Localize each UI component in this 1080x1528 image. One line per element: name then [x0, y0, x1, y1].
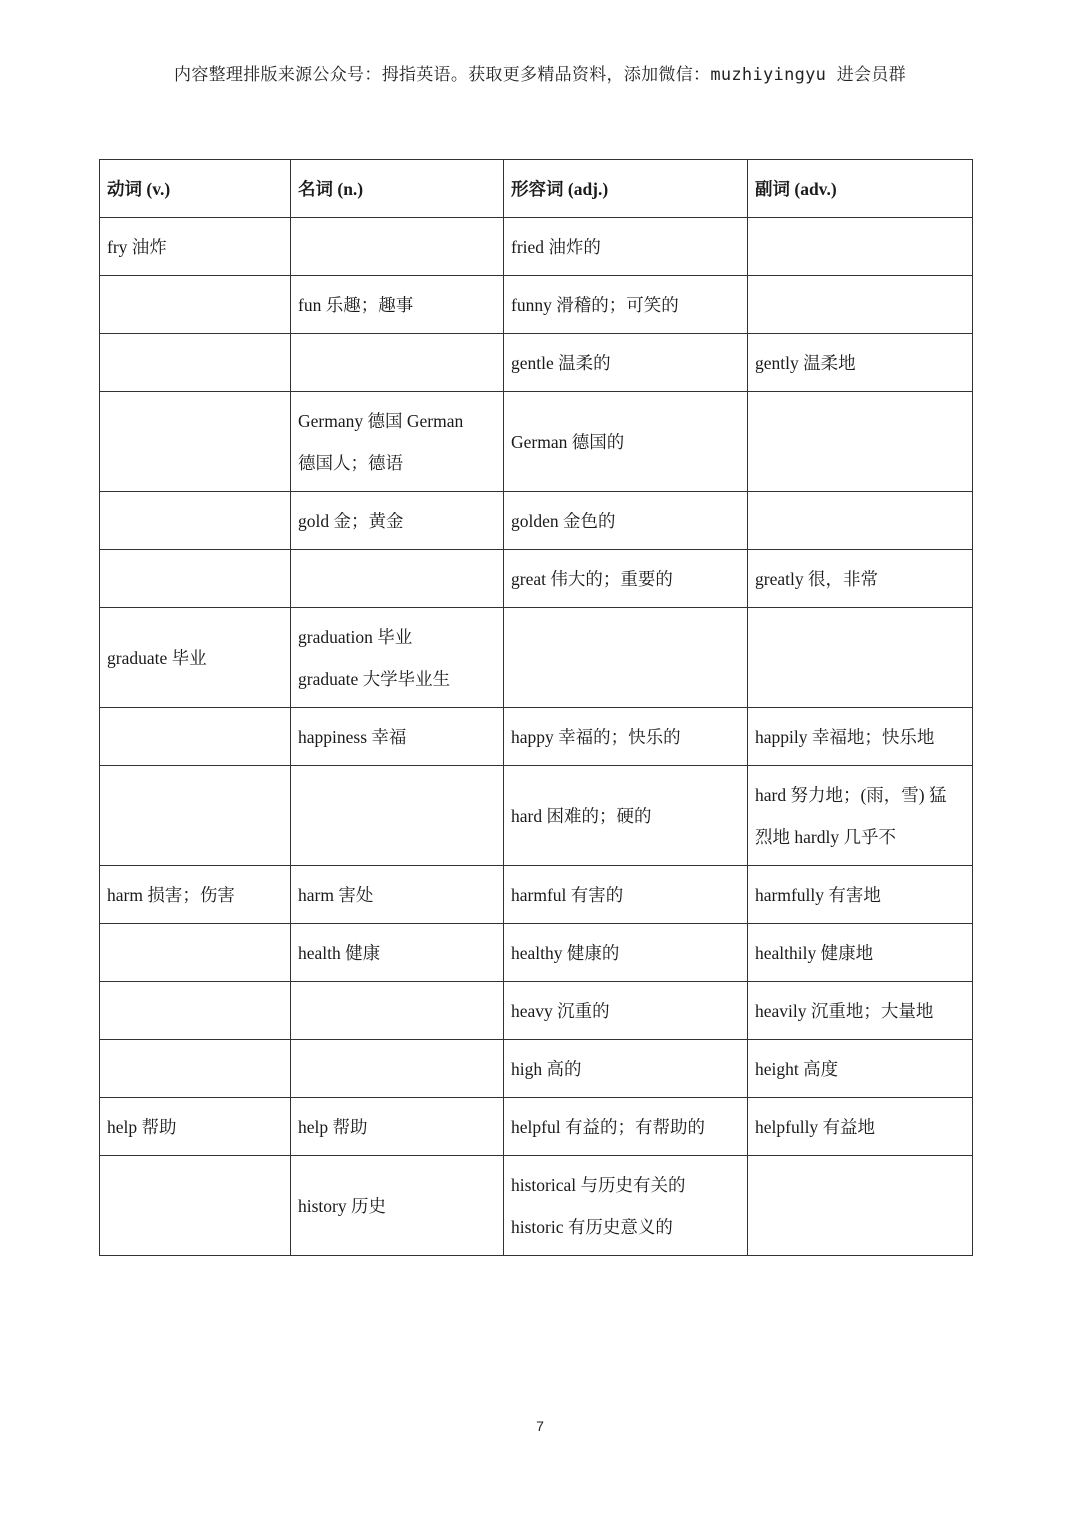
table-row: [100, 334, 973, 392]
table-cell-adverb: [748, 392, 973, 492]
table-cell-adverb: [748, 608, 973, 708]
table-row: [100, 708, 973, 766]
cell-text: graduation 毕业: [298, 626, 413, 647]
table-cell-noun: [291, 218, 504, 276]
table-cell-adjective: [504, 550, 748, 608]
table-cell-verb: [100, 982, 291, 1040]
table-cell-verb: [100, 766, 291, 866]
table-cell-verb: [100, 1098, 291, 1156]
page-header: 内容整理排版来源公众号：拇指英语。获取更多精品资料，添加微信：muzhiyingyu 进会员群: [174, 65, 906, 85]
cell-text: 德国人；德语: [298, 452, 403, 473]
table-row: [100, 924, 973, 982]
table-cell-adverb: [748, 218, 973, 276]
cell-text: height 高度: [755, 1058, 839, 1079]
table-cell-adverb: [748, 1098, 973, 1156]
table-cell-adjective: [504, 1040, 748, 1098]
table-row: [100, 218, 973, 276]
cell-text: funny 滑稽的；可笑的: [511, 294, 679, 315]
table-row: [100, 1040, 973, 1098]
column-header-noun: 名词 (n.): [291, 160, 504, 218]
cell-text: heavy 沉重的: [511, 1000, 610, 1021]
cell-text: helpfully 有益地: [755, 1116, 876, 1137]
table-cell-verb: [100, 866, 291, 924]
cell-text: fried 油炸的: [511, 236, 601, 257]
table-cell-noun: [291, 1098, 504, 1156]
cell-text: happily 幸福地；快乐地: [755, 726, 935, 747]
table-cell-adjective: [504, 1156, 748, 1256]
cell-text: happy 幸福的；快乐的: [511, 726, 681, 747]
table-cell-verb: [100, 276, 291, 334]
vocabulary-table: [99, 159, 973, 1256]
table-cell-adjective: [504, 766, 748, 866]
table-cell-verb: [100, 492, 291, 550]
cell-text: greatly 很，非常: [755, 568, 878, 589]
table-cell-noun: [291, 1156, 504, 1256]
table-cell-adjective: [504, 866, 748, 924]
cell-text: health 健康: [298, 942, 381, 963]
cell-text: great 伟大的；重要的: [511, 568, 673, 589]
cell-text: historical 与历史有关的: [511, 1174, 686, 1195]
cell-text: fry 油炸: [107, 236, 167, 257]
table-header-row: [100, 160, 973, 218]
table-cell-noun: [291, 334, 504, 392]
table-cell-adverb: [748, 492, 973, 550]
table-row: [100, 392, 973, 492]
table-cell-verb: [100, 608, 291, 708]
column-header-adverb: 副词 (adv.): [748, 160, 973, 218]
column-header-verb: 动词 (v.): [100, 160, 291, 218]
cell-text: help 帮助: [107, 1116, 177, 1137]
table-cell-noun: [291, 392, 504, 492]
table-cell-verb: [100, 1156, 291, 1256]
table-cell-noun: [291, 708, 504, 766]
cell-text: harm 害处: [298, 884, 374, 905]
cell-text: 烈地 hardly 几乎不: [755, 826, 896, 847]
column-header-adjective: 形容词 (adj.): [504, 160, 748, 218]
table-row: [100, 550, 973, 608]
table-cell-noun: [291, 492, 504, 550]
table-cell-adjective: [504, 1098, 748, 1156]
cell-text: healthily 健康地: [755, 942, 874, 963]
cell-text: harm 损害；伤害: [107, 884, 235, 905]
table-row: [100, 1156, 973, 1256]
page-number: 7: [536, 1418, 544, 1434]
cell-text: historic 有历史意义的: [511, 1216, 673, 1237]
table-cell-adverb: [748, 550, 973, 608]
table-cell-verb: [100, 1040, 291, 1098]
table-cell-noun: [291, 608, 504, 708]
cell-text: golden 金色的: [511, 510, 616, 531]
table-cell-noun: [291, 866, 504, 924]
cell-text: hard 困难的；硬的: [511, 805, 652, 826]
cell-text: Germany 德国 German: [298, 410, 464, 431]
table-cell-verb: [100, 218, 291, 276]
cell-text: healthy 健康的: [511, 942, 620, 963]
table-cell-adverb: [748, 866, 973, 924]
table-cell-adverb: [748, 276, 973, 334]
table-cell-noun: [291, 1040, 504, 1098]
table-cell-noun: [291, 276, 504, 334]
table-cell-adverb: [748, 982, 973, 1040]
table-cell-verb: [100, 550, 291, 608]
cell-text: harmful 有害的: [511, 884, 624, 905]
table-row: [100, 766, 973, 866]
table-cell-adverb: [748, 766, 973, 866]
table-row: [100, 276, 973, 334]
table-row: [100, 608, 973, 708]
cell-text: gold 金；黄金: [298, 510, 404, 531]
cell-text: harmfully 有害地: [755, 884, 881, 905]
table-body: [100, 218, 973, 1256]
cell-text: history 历史: [298, 1195, 386, 1216]
table-cell-adjective: [504, 924, 748, 982]
table-cell-adverb: [748, 924, 973, 982]
table-row: [100, 1098, 973, 1156]
table-cell-noun: [291, 982, 504, 1040]
table-cell-noun: [291, 550, 504, 608]
table-cell-verb: [100, 924, 291, 982]
table-cell-adjective: [504, 708, 748, 766]
table-cell-adverb: [748, 708, 973, 766]
cell-text: graduate 大学毕业生: [298, 668, 451, 689]
cell-text: gently 温柔地: [755, 352, 856, 373]
table-cell-adjective: [504, 982, 748, 1040]
cell-text: gentle 温柔的: [511, 352, 611, 373]
table-cell-noun: [291, 766, 504, 866]
cell-text: happiness 幸福: [298, 726, 407, 747]
cell-text: fun 乐趣；趣事: [298, 294, 414, 315]
table-cell-adjective: [504, 492, 748, 550]
table-cell-noun: [291, 924, 504, 982]
table-cell-adjective: [504, 608, 748, 708]
cell-text: high 高的: [511, 1058, 582, 1079]
table-cell-adjective: [504, 218, 748, 276]
cell-text: helpful 有益的；有帮助的: [511, 1116, 705, 1137]
table-cell-adjective: [504, 392, 748, 492]
cell-text: German 德国的: [511, 431, 625, 452]
table-row: [100, 982, 973, 1040]
cell-text: hard 努力地；(雨，雪) 猛: [755, 784, 947, 805]
cell-text: graduate 毕业: [107, 647, 207, 668]
table-cell-adverb: [748, 1156, 973, 1256]
table-cell-adjective: [504, 276, 748, 334]
table-row: [100, 492, 973, 550]
cell-text: help 帮助: [298, 1116, 368, 1137]
table-cell-adverb: [748, 1040, 973, 1098]
table-row: [100, 866, 973, 924]
table-cell-adverb: [748, 334, 973, 392]
table-cell-verb: [100, 334, 291, 392]
table-cell-verb: [100, 708, 291, 766]
table-cell-verb: [100, 392, 291, 492]
table-cell-adjective: [504, 334, 748, 392]
cell-text: heavily 沉重地；大量地: [755, 1000, 934, 1021]
